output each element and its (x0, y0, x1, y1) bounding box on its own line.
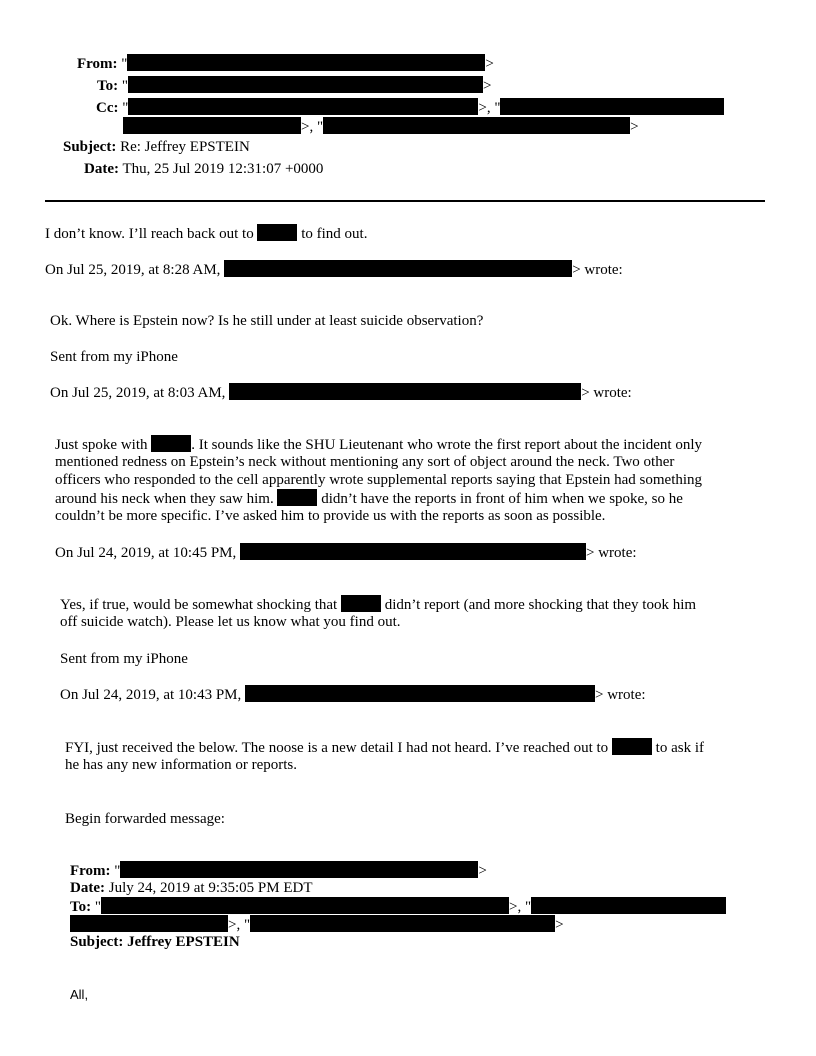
attribution-line (50, 383, 632, 402)
fwd-to (70, 897, 726, 916)
header-to (97, 76, 491, 95)
redaction-block (250, 915, 555, 932)
wrote-text: > wrote: (586, 545, 637, 561)
quote-mark: " (122, 100, 129, 116)
message-text: to ask if (655, 740, 704, 756)
quote-mark: " (121, 56, 128, 72)
signature-line: Sent from my iPhone (60, 651, 188, 667)
wrote-text: > wrote: (595, 687, 646, 703)
angle-close: > (630, 119, 639, 135)
fwd-to-cont (70, 915, 564, 934)
message-text: Just spoke with (55, 437, 148, 453)
redaction-block (240, 543, 586, 560)
reply-line (45, 224, 367, 243)
fwd-subject (70, 933, 240, 951)
attribution-line (45, 260, 623, 279)
greeting: All, (70, 987, 89, 1002)
quote-mark: " (121, 78, 128, 94)
redaction-block (612, 738, 652, 755)
attribution-text: On Jul 24, 2019, at 10:43 PM, (60, 687, 242, 703)
redaction-block (245, 685, 595, 702)
redaction-block (277, 489, 317, 506)
message-line (60, 595, 696, 614)
angle-close: > (485, 56, 494, 72)
attribution-text: On Jul 24, 2019, at 10:45 PM, (55, 545, 237, 561)
angle-close: > (478, 863, 487, 879)
message-line: officers who responded to the cell apparently wrote supplemental reports saying that Epstein had something (55, 472, 703, 488)
fwd-date (70, 879, 313, 897)
message-line: Ok. Where is Epstein now? Is he still under at least suicide observation? (50, 313, 484, 329)
subject-label: Subject: (63, 139, 117, 155)
redaction-block (128, 76, 483, 93)
message-line (55, 489, 683, 508)
header-cc-cont (123, 117, 639, 136)
quote-mark: " (94, 899, 101, 915)
message-text: around his neck when they saw him. (55, 491, 274, 507)
redaction-block (127, 54, 485, 71)
message-line: he has any new information or reports. (65, 757, 298, 773)
attribution-text: On Jul 25, 2019, at 8:03 AM, (50, 385, 226, 401)
attribution-line (55, 543, 637, 562)
redaction-block (323, 117, 630, 134)
header-cc (96, 98, 724, 117)
separator: >, " (301, 119, 324, 135)
date-value: Thu, 25 Jul 2019 12:31:07 +0000 (122, 161, 324, 177)
redaction-block (151, 435, 191, 452)
fwd-from-label: From: (70, 863, 111, 879)
quote-mark: " (114, 863, 121, 879)
fwd-subject-value: Jeffrey EPSTEIN (127, 934, 240, 950)
subject-value: Re: Jeffrey EPSTEIN (120, 139, 250, 155)
message-line: couldn’t be more specific. I’ve asked him to provide us with the reports as soon as possible. (55, 508, 606, 524)
header-date (84, 160, 323, 178)
header-subject (63, 138, 250, 156)
wrote-text: > wrote: (581, 385, 632, 401)
fwd-from (70, 861, 487, 880)
redaction-block (101, 897, 509, 914)
reply-text: I don’t know. I’ll reach back out to (45, 226, 254, 242)
redaction-block (128, 98, 478, 115)
fwd-to-label: To: (70, 899, 92, 915)
date-label: Date: (84, 161, 119, 177)
fwd-subject-label: Subject: (70, 934, 124, 950)
angle-close: > (483, 78, 492, 94)
message-line (55, 435, 702, 454)
from-label: From: (77, 56, 118, 72)
angle-close: > (555, 917, 564, 933)
fwd-date-value: July 24, 2019 at 9:35:05 PM EDT (108, 880, 313, 896)
redaction-block (341, 595, 381, 612)
separator: >, " (478, 100, 501, 116)
attribution-text: On Jul 25, 2019, at 8:28 AM, (45, 262, 221, 278)
forward-intro: Begin forwarded message: (65, 811, 225, 827)
redaction-block (500, 98, 724, 115)
redaction-block (224, 260, 572, 277)
wrote-text: > wrote: (572, 262, 623, 278)
redaction-block (229, 383, 581, 400)
fwd-date-label: Date: (70, 880, 105, 896)
separator: >, " (228, 917, 251, 933)
message-line: mentioned redness on Epstein’s neck without mentioning any sort of object around the neck. Two other (55, 454, 675, 470)
redaction-block (257, 224, 297, 241)
message-text: didn’t report (and more shocking that they took him (384, 597, 697, 613)
message-text: FYI, just received the below. The noose is a new detail I had not heard. I’ve reached out to (65, 740, 609, 756)
redaction-block (531, 897, 726, 914)
message-line (65, 738, 704, 757)
redaction-block (123, 117, 301, 134)
signature-line: Sent from my iPhone (50, 349, 178, 365)
header-from (77, 54, 494, 73)
attribution-line (60, 685, 646, 704)
to-label: To: (97, 78, 119, 94)
header-divider (45, 200, 765, 202)
redaction-block (70, 915, 228, 932)
message-text: didn’t have the reports in front of him when we spoke, so he (321, 491, 683, 507)
message-text: . It sounds like the SHU Lieutenant who wrote the first report about the incident only (191, 437, 702, 453)
reply-text: to find out. (301, 226, 368, 242)
cc-label: Cc: (96, 100, 119, 116)
separator: >, " (509, 899, 532, 915)
message-line: off suicide watch). Please let us know what you find out. (60, 614, 401, 630)
redaction-block (120, 861, 478, 878)
message-text: Yes, if true, would be somewhat shocking that (60, 597, 338, 613)
